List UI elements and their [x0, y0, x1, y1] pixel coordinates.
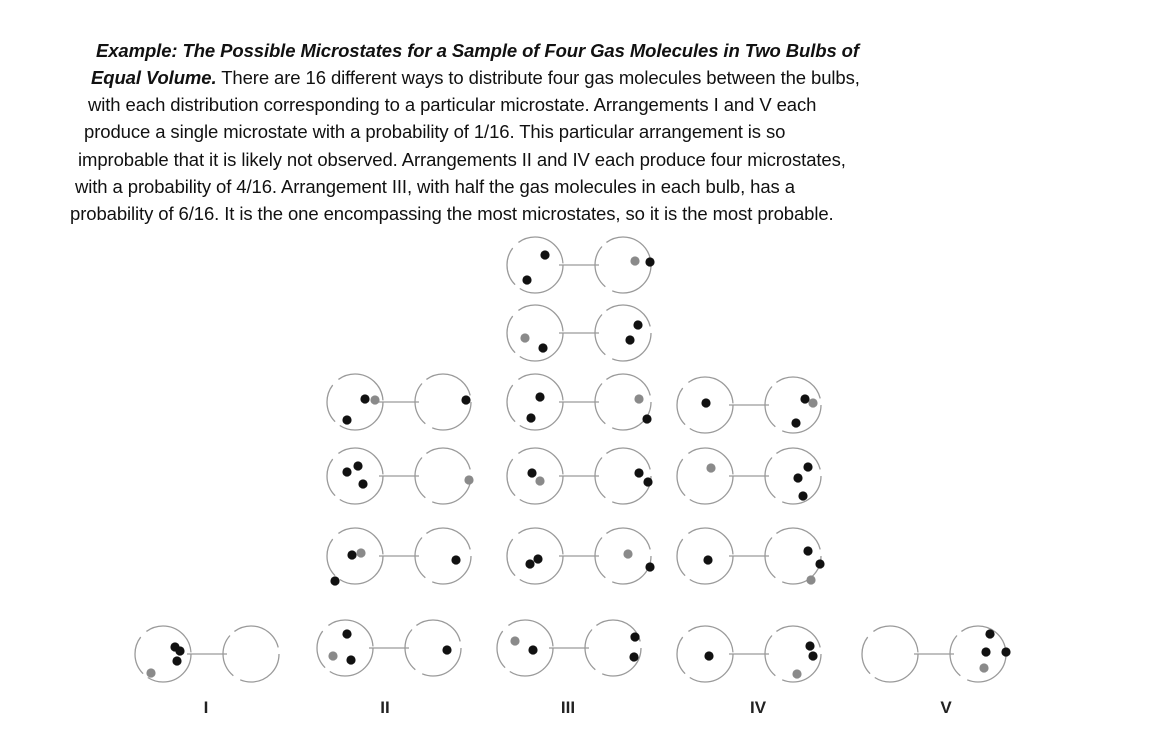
right-bulb — [950, 626, 1006, 682]
dark-molecule — [645, 562, 654, 571]
left-bulb — [317, 620, 373, 676]
left-bulb — [327, 448, 383, 504]
dark-molecule — [442, 645, 451, 654]
right-bulb — [595, 448, 651, 504]
dark-molecule — [347, 550, 356, 559]
column-label-IV: IV — [749, 698, 767, 717]
dark-molecule — [172, 656, 181, 665]
dark-molecule — [703, 555, 712, 564]
column-label-III: III — [560, 698, 576, 717]
caption-line-4: produce a single microstate with a probability of 1/16. This particular arrangement is so — [84, 121, 786, 142]
left-bulb — [507, 374, 563, 430]
dark-molecule — [451, 555, 460, 564]
right-bulb — [595, 305, 651, 361]
dark-molecule — [1001, 647, 1010, 656]
bulb-diagram — [0, 230, 1152, 700]
dark-molecule — [342, 629, 351, 638]
left-bulb — [507, 237, 563, 293]
caption-title: Example: The Possible Microstates for a Sample of Four Gas Molecules in Two Bulbs of — [96, 40, 859, 61]
dark-molecule — [342, 415, 351, 424]
dark-molecule — [528, 645, 537, 654]
right-bulb — [415, 528, 471, 584]
dark-molecule — [525, 559, 534, 568]
caption-line-2 — [91, 66, 860, 90]
gray-molecule — [792, 669, 801, 678]
dark-molecule — [330, 576, 339, 585]
dark-molecule — [175, 646, 184, 655]
caption-line-2-text: There are 16 different ways to distribute four gas molecules between the bulbs, — [216, 67, 860, 88]
right-bulb — [223, 626, 279, 682]
column-label-II: II — [380, 698, 390, 717]
left-bulb — [862, 626, 918, 682]
figure-caption — [0, 0, 1152, 240]
dark-molecule — [353, 461, 362, 470]
right-bulb — [765, 448, 821, 504]
dark-molecule — [704, 651, 713, 660]
right-bulb — [595, 528, 651, 584]
dark-molecule — [522, 275, 531, 284]
gray-molecule — [356, 548, 365, 557]
gray-molecule — [510, 636, 519, 645]
gray-molecule — [328, 651, 337, 660]
caption-line-7: probability of 6/16. It is the one encompassing the most microstates, so it is the most probable. — [70, 203, 834, 224]
dark-molecule — [803, 546, 812, 555]
dark-molecule — [985, 629, 994, 638]
dark-molecule — [461, 395, 470, 404]
left-bulb — [497, 620, 553, 676]
gray-molecule — [520, 333, 529, 342]
gray-molecule — [535, 476, 544, 485]
right-bulb — [405, 620, 461, 676]
caption-title-cont: Equal Volume. — [91, 67, 217, 88]
dark-molecule — [533, 554, 542, 563]
caption-line-1 — [96, 39, 859, 63]
right-bulb — [595, 237, 651, 293]
dark-molecule — [815, 559, 824, 568]
dark-molecule — [625, 335, 634, 344]
gray-molecule — [370, 395, 379, 404]
dark-molecule — [701, 398, 710, 407]
dark-molecule — [791, 418, 800, 427]
dark-molecule — [535, 392, 544, 401]
dark-molecule — [800, 394, 809, 403]
dark-molecule — [803, 462, 812, 471]
dark-molecule — [346, 655, 355, 664]
dark-molecule — [793, 473, 802, 482]
dark-molecule — [645, 257, 654, 266]
gray-molecule — [630, 256, 639, 265]
dark-molecule — [540, 250, 549, 259]
gray-molecule — [706, 463, 715, 472]
gray-molecule — [464, 475, 473, 484]
dark-molecule — [342, 467, 351, 476]
dark-molecule — [798, 491, 807, 500]
gray-molecule — [634, 394, 643, 403]
dark-molecule — [630, 632, 639, 641]
dark-molecule — [358, 479, 367, 488]
gray-molecule — [623, 549, 632, 558]
dark-molecule — [527, 468, 536, 477]
caption-line-6: with a probability of 4/16. Arrangement III, with half the gas molecules in each bulb, has a — [75, 176, 795, 197]
right-bulb — [595, 374, 651, 430]
gray-molecule — [808, 398, 817, 407]
left-bulb — [677, 448, 733, 504]
left-bulb — [507, 305, 563, 361]
dark-molecule — [808, 651, 817, 660]
dark-molecule — [642, 414, 651, 423]
right-bulb — [585, 620, 641, 676]
dark-molecule — [360, 394, 369, 403]
dark-molecule — [633, 320, 642, 329]
dark-molecule — [629, 652, 638, 661]
dark-molecule — [805, 641, 814, 650]
column-label-I: I — [203, 698, 209, 717]
left-bulb — [677, 528, 733, 584]
caption-line-3: with each distribution corresponding to a particular microstate. Arrangements I and V each — [88, 94, 817, 115]
right-bulb — [415, 448, 471, 504]
right-bulb — [765, 528, 821, 584]
dark-molecule — [643, 477, 652, 486]
dark-molecule — [981, 647, 990, 656]
dark-molecule — [634, 468, 643, 477]
dark-molecule — [526, 413, 535, 422]
gray-molecule — [146, 668, 155, 677]
caption-line-5: improbable that it is likely not observed. Arrangements II and IV each produce four microstates, — [78, 149, 846, 170]
gray-molecule — [806, 575, 815, 584]
dark-molecule — [538, 343, 547, 352]
microstates-figure — [0, 230, 1152, 740]
column-label-V: V — [940, 698, 952, 717]
gray-molecule — [979, 663, 988, 672]
